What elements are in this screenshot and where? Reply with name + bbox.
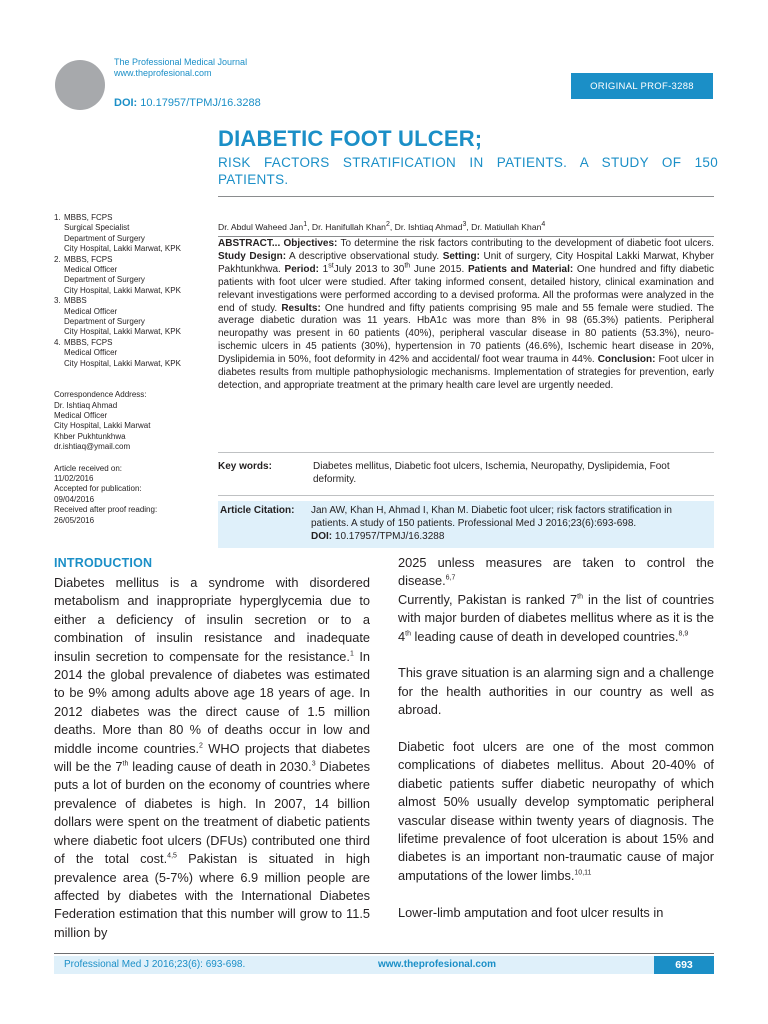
affiliation-1: 1. MBBS, FCPS Surgical Specialist Department of Surgery City Hospital, Lakki Marwat, KPK <box>54 213 181 254</box>
article-subtitle: RISK FACTORS STRATIFICATION IN PATIENTS. A STUDY OF 150 PATIENTS. <box>218 155 718 187</box>
footer-citation: Professional Med J 2016;23(6): 693-698. <box>64 959 246 970</box>
page-number: 693 <box>654 956 714 974</box>
abstract-divider <box>218 236 714 237</box>
author: Dr. Matiullah Khan <box>471 222 542 232</box>
body-column-right <box>398 554 714 922</box>
citation-label: Article Citation: <box>220 505 295 516</box>
keywords-text: Diabetes mellitus, Diabetic foot ulcers, Ischemia, Neuropathy, Dyslipidemia, Foot deformity. <box>313 461 670 485</box>
paragraph: This grave situation is an alarming sign and a challenge for the health authorities in our country as well as abroad. <box>398 665 714 718</box>
section-heading-introduction: INTRODUCTION <box>54 556 153 570</box>
author: Dr. Hanifullah Khan <box>311 222 386 232</box>
affiliation-2: 2. MBBS, FCPS Medical Officer Department of Surgery City Hospital, Lakki Marwat, KPK <box>54 254 181 295</box>
article-title: DIABETIC FOOT ULCER; <box>218 126 483 151</box>
title-divider <box>218 196 714 197</box>
citation-text: Jan AW, Khan H, Ahmad I, Khan M. Diabetic foot ulcer; risk factors stratification in patients. A study of 150 patients. Professional Med J 2016;23(6):693-698. DOI: 10.17957/TPMJ/16.3288 <box>311 505 672 542</box>
paragraph: Lower-limb amputation and foot ulcer results in <box>398 904 664 920</box>
citation-doi[interactable]: 10.17957/TPMJ/16.3288 <box>334 531 445 542</box>
footer-divider <box>54 953 714 954</box>
abstract: ABSTRACT... Objectives: To determine the risk factors contributing to the development of diabetic foot ulcers. Study Design: A descriptive observational study. Setting: Unit of surgery, City Hospital Lakki Marwat, Khyber Pakhtunkhwa. Period: 1stJuly 2013 to 30th June 2015. Patients and Material: One hundred and fifty diabetic patients with foot ulcer were studied. After taking informed consent, detailed history, clinical examination and relevant investigations were performed according to a devised proforma. All the proformas were analyzed in the end of study. Results: One hundred and fifty patients comprising 95 male and 55 female were studied. The average diabetic duration was 11 years. HbA1c was more than 8% in 98 (65.3%) patients. Peripheral neuropathy was present in 60 patients (40%), peripheral vascular disease in 80 patients (53.3%), neuro-ischemic ulcers in 45 patients (30%), hypertension in 70 patients (46.6%), Ischemic heart disease in 20%, Dyslipidemia in 50%, foot deformity in 42% and accidental/ foot wear trauma in 44%. Conclusion: Foot ulcer in diabetes results from multiple pathophysiologic mechanisms. Implementation of strategies for prevention, early detection, and appropriate treatment at the primary health care level are urgently needed. <box>218 238 714 447</box>
journal-logo <box>55 60 105 110</box>
author-list: Dr. Abdul Waheed Jan$^1$, Dr. Hanifullah Khan$^2$, Dr. Ishtiaq Ahmad$^3$, Dr. Matiullah Khan$^4$ <box>218 221 546 232</box>
body-column-left <box>54 574 370 942</box>
header-doi-value: 10.17957/TPMJ/16.3288 <box>140 97 261 109</box>
date-received: 11/02/2016 <box>54 473 94 483</box>
paragraph: Diabetic foot ulcers are one of the most common complications of diabetes mellitus. About 20-40% of diabetic patients suffer diabetic neuropathy of which almost 50% usually develop symptomatic peripheral vascular disease within twenty years of diagnosis. The lifetime prevalence of foot ulceration is about 15% and diabetes is an important non-traumatic cause of major amputations of the lower limbs.$^{10,11}$ <box>398 739 714 883</box>
sidebar <box>54 213 214 526</box>
correspondence-email[interactable]: dr.ishtiaq@ymail.com <box>54 442 131 452</box>
keywords-box <box>218 452 714 496</box>
article-type-badge: ORIGINAL PROF-3288 <box>571 73 713 99</box>
author: Dr. Ishtiaq Ahmad <box>394 222 463 232</box>
header-doi-label: DOI: <box>114 97 138 109</box>
footer-url[interactable]: www.theprofesional.com <box>378 959 496 970</box>
date-accepted: 09/04/2016 <box>54 494 95 504</box>
affiliation-4: 4. MBBS, FCPS Medical Officer City Hospital, Lakki Marwat, KPK <box>54 337 181 368</box>
affiliation-3: 3. MBBS Medical Officer Department of Surgery City Hospital, Lakki Marwat, KPK <box>54 296 181 337</box>
paragraph: 2025 unless measures are taken to control the disease.$^{6,7}$ Currently, Pakistan is ranked 7th in the list of countries with major burden of diabetes mellitus where as it is the 4th leading cause of death in developed countries.$^{8,9}$ <box>398 555 714 644</box>
header-doi[interactable] <box>114 97 261 109</box>
paragraph: Diabetes mellitus is a syndrome with disordered metabolism and inappropriate hyperglycemia due to either a deficiency of insulin secretion or to a combination of insulin resistance and inadequate insulin secretion to compensate for the resistance.$^1$ In 2014 the global prevalence of diabetes was estimated to be 9% among adults above age 18 years of age. In 2012 diabetes was the direct cause of 1.5 million deaths. More than 80 % of deaths occur in low and middle income countries.$^2$ WHO projects that diabetes will be the 7th leading cause of death in 2030.$^3$ Diabetes puts a lot of burden on the economy of countries where prevalence of diabetes is high. In 2007, 14 billion dollars were spent on the treatment of diabetic patients where diabetic foot ulcers (DFUs) contributed one third of the total cost.$^{4,5}$ Pakistan is situated in high prevalence area (5-7%) where 6.9 million people are affected by diabetes with the International Diabetes Federation estimation that this number will grow to 11.5 million by <box>54 575 371 940</box>
citation-box <box>218 501 714 548</box>
date-proof: 26/05/2016 <box>54 515 95 525</box>
journal-url[interactable]: www.theprofesional.com <box>114 68 212 78</box>
correspondence-label: Correspondence Address: <box>54 390 147 400</box>
correspondence-address: Correspondence Address: Dr. Ishtiaq Ahmad Medical Officer City Hospital, Lakki Marwat Khber Pukhtunkhwa dr.ishtiaq@ymail.com <box>54 390 214 452</box>
article-dates: Article received on: 11/02/2016 Accepted for publication: 09/04/2016 Received after proof reading: 26/05/2016 <box>54 464 214 526</box>
journal-name: The Professional Medical Journal <box>114 57 248 67</box>
affiliations <box>54 213 214 369</box>
keywords-label: Key words: <box>218 461 272 472</box>
author: Dr. Abdul Waheed Jan <box>218 222 304 232</box>
journal-info <box>114 57 247 79</box>
